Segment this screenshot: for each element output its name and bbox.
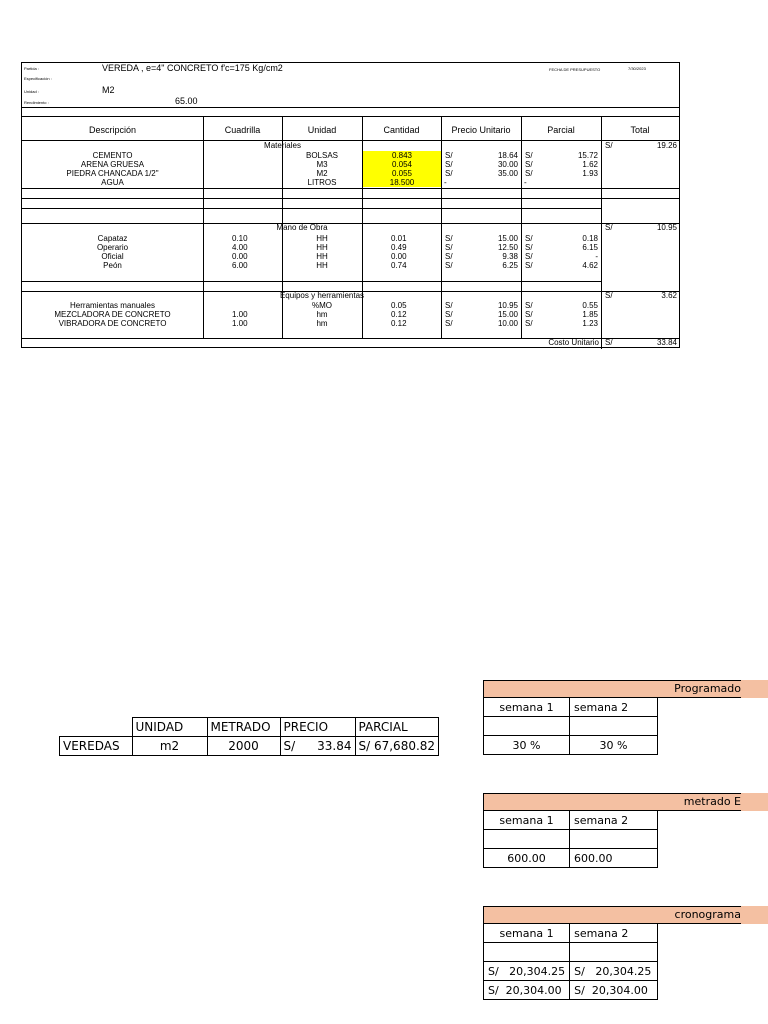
row-precio-currency: S/ — [445, 151, 453, 160]
row-item: VEREDAS — [60, 737, 133, 756]
week-header: semana 2 — [570, 811, 658, 830]
total-currency: S/ — [605, 223, 613, 232]
row-parcial-currency: S/ — [525, 160, 533, 169]
week-value: S/ 20,304.25 — [570, 962, 658, 981]
row-parcial: S/ 67,680.82 — [355, 737, 439, 756]
unidad-value: M2 — [102, 85, 115, 95]
row-parcial-currency: S/ — [525, 169, 533, 178]
row-unidad: %MO — [312, 301, 332, 310]
week-header: semana 1 — [484, 698, 570, 717]
row-unidad: HH — [316, 243, 328, 252]
row-unidad: HH — [316, 261, 328, 270]
row-precio: 15.00 — [497, 234, 518, 243]
week-value: 600.00 — [570, 849, 658, 868]
row-unidad: BOLSAS — [305, 151, 338, 160]
row-cantidad: 0.74 — [391, 261, 407, 270]
col-header-descripcion: Descripción — [88, 125, 137, 135]
row-precio — [280, 737, 355, 756]
col-divider — [441, 116, 442, 338]
row-parcial: - — [595, 252, 598, 261]
row-parcial-currency: S/ — [525, 252, 533, 261]
total-currency: S/ — [605, 141, 613, 150]
week-value: S/ 20,304.00 — [570, 981, 658, 1000]
row-descripcion: AGUA — [101, 178, 124, 187]
row-cantidad: 0.01 — [391, 234, 407, 243]
resumen-table — [59, 717, 439, 756]
row-cantidad: 18.500 — [363, 178, 441, 187]
row-unidad: HH — [316, 234, 328, 243]
empty-cell — [570, 830, 658, 849]
fecha-label: FECHA DE PRESUPUESTO — [549, 67, 601, 72]
col-header-cantidad: Cantidad — [383, 125, 420, 135]
partida-label: Partida : — [24, 66, 39, 71]
total-mano-obra: 10.95 — [656, 223, 677, 232]
section-title-equipos: Equipos y herramientas — [279, 291, 365, 300]
row-parcial-currency: S/ — [525, 151, 533, 160]
header-fill — [741, 906, 768, 924]
row-parcial-currency: S/ — [525, 301, 533, 310]
row-cantidad: 0.00 — [391, 252, 407, 261]
programado-table — [483, 680, 768, 760]
rule — [22, 281, 602, 282]
rendimiento-value: 65.00 — [175, 96, 198, 106]
col-header-unidad: Unidad — [307, 125, 337, 135]
header-fill — [741, 680, 768, 698]
row-precio-currency: S/ — [445, 234, 453, 243]
row-cantidad: 0.055 — [363, 169, 441, 178]
row-precio: 30.00 — [497, 160, 518, 169]
row-cuadrilla: 1.00 — [232, 319, 248, 328]
row-parcial: 1.23 — [582, 319, 598, 328]
col-header-unidad: UNIDAD — [132, 718, 207, 737]
costo-unitario-currency: S/ — [605, 338, 613, 347]
row-cantidad: 0.12 — [391, 310, 407, 319]
row-parcial-currency: S/ — [525, 243, 533, 252]
section-title-mano-obra: Mano de Obra — [276, 223, 328, 232]
rule — [22, 188, 679, 189]
table-row — [60, 737, 439, 756]
empty-cell — [570, 717, 658, 736]
row-precio: 6.25 — [502, 261, 518, 270]
row-precio: 9.38 — [502, 252, 518, 261]
row-parcial: 0.55 — [582, 301, 598, 310]
row-precio-currency: S/ — [445, 160, 453, 169]
costo-unitario-label: Costo Unitario — [548, 338, 599, 347]
col-divider — [521, 116, 522, 338]
row-cuadrilla: 4.00 — [232, 243, 248, 252]
row-descripcion: CEMENTO — [92, 151, 133, 160]
rule — [22, 198, 679, 199]
metrado-e-title-text: metrado E — [683, 795, 741, 808]
row-parcial-currency: S/ — [525, 261, 533, 270]
row-descripcion: Peón — [103, 261, 122, 270]
precio-currency: S/ — [283, 739, 296, 753]
row-parcial: 1.93 — [582, 169, 598, 178]
row-descripcion: PIEDRA CHANCADA 1/2" — [66, 169, 159, 178]
row-cantidad: 0.12 — [391, 319, 407, 328]
row-unidad: M3 — [316, 160, 328, 169]
row-precio: 15.00 — [497, 310, 518, 319]
row-cantidad: 0.05 — [391, 301, 407, 310]
total-equipos: 3.62 — [661, 291, 677, 300]
week-value: S/ 20,304.25 — [484, 962, 570, 981]
row-metrado: 2000 — [207, 737, 280, 756]
unidad-label: Unidad : — [24, 89, 39, 94]
week-header: semana 1 — [484, 811, 570, 830]
col-header-parcial: PARCIAL — [355, 718, 439, 737]
week-header: semana 2 — [570, 698, 658, 717]
row-parcial: 15.72 — [577, 151, 598, 160]
row-parcial: 6.15 — [582, 243, 598, 252]
row-cuadrilla: 6.00 — [232, 261, 248, 270]
empty-cell — [60, 718, 133, 737]
row-precio-currency: S/ — [445, 261, 453, 270]
section-title-materiales: Materiales — [264, 141, 301, 150]
cronograma-title-text: cronograma — [674, 908, 741, 921]
col-header-precio-unitario: Precio Unitario — [451, 125, 511, 135]
programado-grid — [483, 697, 658, 755]
especificacion-label: Especificación : — [24, 76, 52, 81]
metrado-e-table — [483, 793, 768, 873]
metrado-e-grid — [483, 810, 658, 868]
row-precio: 12.50 — [497, 243, 518, 252]
header-fill — [741, 793, 768, 811]
row-precio-currency: S/ — [445, 243, 453, 252]
row-precio: 10.95 — [497, 301, 518, 310]
row-parcial-currency: - — [524, 178, 527, 187]
row-precio-currency: S/ — [445, 319, 453, 328]
rendimiento-label: Rendimiento : — [24, 100, 49, 105]
apu-sheet — [21, 62, 680, 348]
row-parcial: 4.62 — [582, 261, 598, 270]
col-header-total: Total — [630, 125, 650, 135]
row-precio-currency: S/ — [445, 301, 453, 310]
cronograma-title — [483, 906, 742, 924]
row-parcial: 0.18 — [582, 234, 598, 243]
row-unidad: hm — [316, 319, 328, 328]
precio-value: 33.84 — [317, 739, 352, 753]
row-parcial-currency: S/ — [525, 319, 533, 328]
row-precio-currency: - — [444, 178, 447, 187]
row-precio: 35.00 — [497, 169, 518, 178]
row-precio: 18.64 — [497, 151, 518, 160]
row-descripcion: Operario — [96, 243, 129, 252]
row-precio-currency: S/ — [445, 252, 453, 261]
row-cuadrilla: 0.10 — [232, 234, 248, 243]
col-header-parcial: Parcial — [547, 125, 575, 135]
metrado-e-title — [483, 793, 742, 811]
row-precio-currency: S/ — [445, 169, 453, 178]
row-descripcion: Herramientas manuales — [70, 301, 155, 310]
row-precio-currency: S/ — [445, 310, 453, 319]
week-value: 600.00 — [484, 849, 570, 868]
week-value: S/ 20,304.00 — [484, 981, 570, 1000]
empty-cell — [570, 943, 658, 962]
row-precio: 10.00 — [497, 319, 518, 328]
week-header: semana 2 — [570, 924, 658, 943]
fecha-value: 7/30/2023 — [628, 66, 646, 71]
week-value: 30 % — [484, 736, 570, 755]
row-cantidad: 0.843 — [363, 151, 441, 160]
col-divider — [601, 116, 602, 349]
programado-title-text: Programado — [674, 682, 741, 695]
row-parcial-currency: S/ — [525, 310, 533, 319]
rule — [22, 208, 602, 209]
row-unidad: HH — [316, 252, 328, 261]
row-unidad: hm — [316, 310, 328, 319]
cronograma-table — [483, 906, 768, 1006]
row-unidad: m2 — [132, 737, 207, 756]
empty-cell — [484, 830, 570, 849]
row-unidad: M2 — [316, 169, 328, 178]
row-parcial-currency: S/ — [525, 234, 533, 243]
partida-value: VEREDA , e=4" CONCRETO f'c=175 Kg/cm2 — [102, 63, 283, 73]
row-parcial: 1.85 — [582, 310, 598, 319]
rule — [22, 107, 679, 108]
programado-title — [483, 680, 742, 698]
row-cantidad: 0.49 — [391, 243, 407, 252]
row-parcial: 1.62 — [582, 160, 598, 169]
empty-cell — [484, 943, 570, 962]
cronograma-grid — [483, 923, 658, 1000]
row-descripcion: Oficial — [101, 252, 124, 261]
row-cuadrilla: 0.00 — [232, 252, 248, 261]
week-header: semana 1 — [484, 924, 570, 943]
row-descripcion: ARENA GRUESA — [80, 160, 145, 169]
col-header-metrado: METRADO — [207, 718, 280, 737]
row-descripcion: Capataz — [97, 234, 128, 243]
total-materiales: 19.26 — [656, 141, 677, 150]
row-descripcion: MEZCLADORA DE CONCRETO — [54, 310, 171, 319]
row-cuadrilla: 1.00 — [232, 310, 248, 319]
row-descripcion: VIBRADORA DE CONCRETO — [58, 319, 167, 328]
row-unidad: LITROS — [307, 178, 337, 187]
row-cantidad: 0.054 — [363, 160, 441, 169]
rule — [22, 116, 679, 117]
col-header-precio: PRECIO — [280, 718, 355, 737]
total-currency: S/ — [605, 291, 613, 300]
week-value: 30 % — [570, 736, 658, 755]
empty-cell — [484, 717, 570, 736]
costo-unitario-value: 33.84 — [656, 338, 677, 347]
col-header-cuadrilla: Cuadrilla — [224, 125, 261, 135]
